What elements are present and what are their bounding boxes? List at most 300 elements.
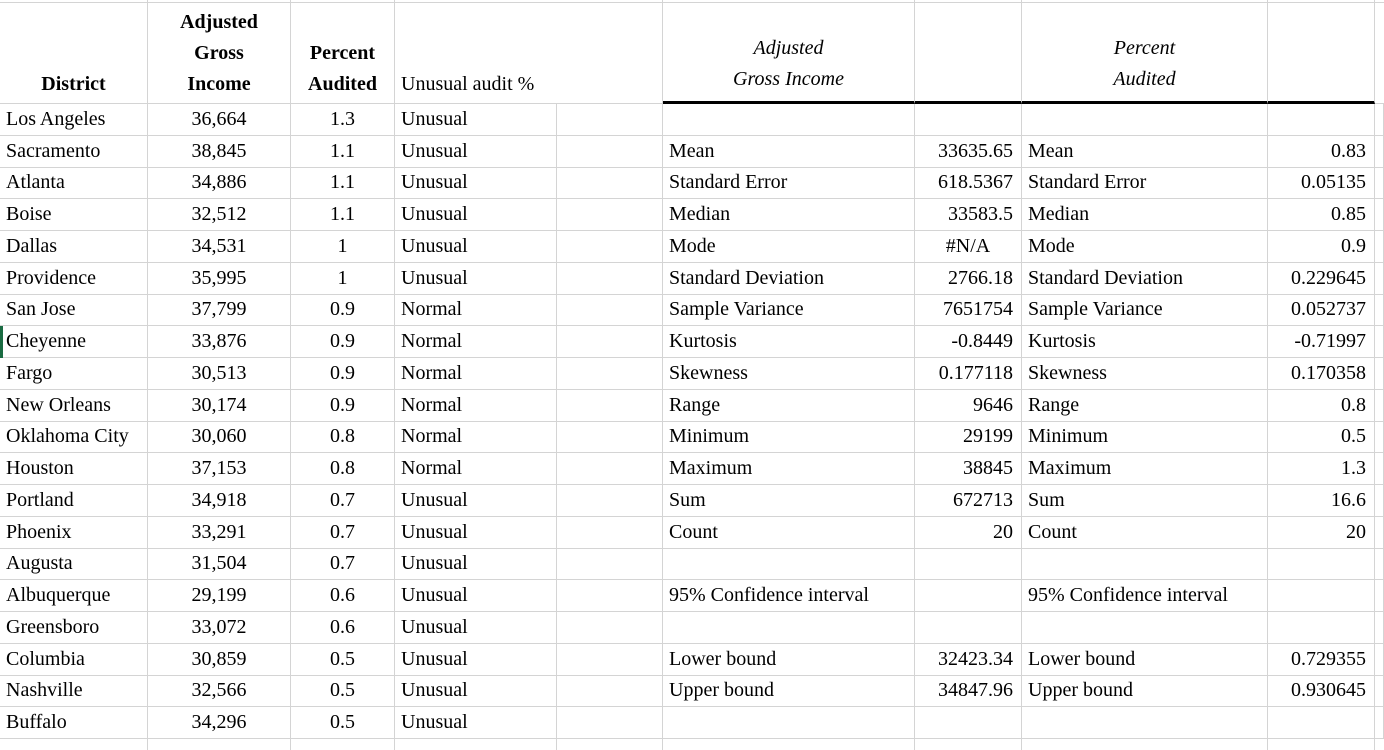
cell-percent-audited[interactable] [291, 580, 395, 612]
cell-percent-audited-text: 0.5 [330, 711, 355, 734]
cell-stat-label-agi-text: Lower bound [669, 647, 777, 670]
cell-blank[interactable] [557, 707, 663, 739]
cell-blank-header[interactable] [1268, 3, 1375, 104]
cell-audit-flag[interactable] [395, 326, 557, 358]
cell-agi[interactable] [148, 517, 291, 549]
cell-audit-flag[interactable] [395, 199, 557, 231]
cell-blank[interactable] [1375, 612, 1384, 644]
cell-stat-label-pct[interactable] [1022, 358, 1268, 390]
cell-stat-value-pct-text: 0.170358 [1291, 361, 1366, 384]
cell-percent-audited[interactable] [291, 295, 395, 327]
cell-blank[interactable] [557, 644, 663, 676]
cell-audit-flag-text: Normal [401, 330, 463, 353]
cell-stat-value-agi[interactable] [915, 326, 1022, 358]
cell-agi[interactable] [148, 104, 291, 136]
cell-agi-text: 37,153 [191, 457, 247, 480]
cell-percent-audited[interactable] [291, 612, 395, 644]
cell-stat-label-agi-text: Upper bound [669, 679, 774, 702]
cell-district[interactable] [0, 580, 148, 612]
header-line: Percent [1113, 37, 1176, 59]
cell-agi[interactable] [148, 422, 291, 454]
cell-stat-value-pct-text: 0.229645 [1291, 266, 1366, 289]
cell-district[interactable] [0, 517, 148, 549]
cell-stat-value-agi[interactable] [915, 263, 1022, 295]
cell-stat-label-agi-text: Mean [669, 139, 715, 162]
cell-stat-label-agi[interactable] [663, 104, 915, 136]
cell-percent-audited[interactable] [291, 263, 395, 295]
cell-percent-audited-text: 0.9 [330, 393, 355, 416]
cell-blank[interactable] [557, 422, 663, 454]
cell-stat-value-pct-text: 0.83 [1331, 139, 1366, 162]
cell-stat-label-agi[interactable] [663, 263, 915, 295]
col-header-district-label: District [41, 73, 106, 95]
cell-stat-label-pct-text: Standard Error [1028, 171, 1147, 194]
cell-agi[interactable] [148, 263, 291, 295]
cell-agi[interactable] [148, 707, 291, 739]
cell-audit-flag[interactable] [395, 168, 557, 200]
cell-stat-label-agi[interactable] [663, 390, 915, 422]
cell-stat-value-agi[interactable] [915, 580, 1022, 612]
cell-blank[interactable] [557, 390, 663, 422]
cell-percent-audited-text: 0.8 [330, 425, 355, 448]
cell-agi[interactable] [148, 485, 291, 517]
cell-blank[interactable] [557, 326, 663, 358]
cell-blank[interactable] [557, 358, 663, 390]
cell-audit-flag[interactable] [395, 358, 557, 390]
cell-audit-flag[interactable] [395, 295, 557, 327]
cell-district-text: Houston [6, 457, 74, 480]
cell-blank[interactable] [557, 676, 663, 708]
cell-agi-text: 33,876 [191, 330, 247, 353]
cell-partial-bottom[interactable] [1022, 739, 1268, 750]
cell-audit-flag[interactable] [395, 676, 557, 708]
col-header-percent-audited[interactable] [291, 3, 395, 104]
header-line: Audited [308, 73, 377, 95]
col-header-adjusted-gross-income[interactable] [148, 3, 291, 104]
cell-audit-flag-text: Unusual [401, 552, 468, 575]
cell-district[interactable] [0, 295, 148, 327]
cell-stat-label-pct[interactable] [1022, 676, 1268, 708]
cell-blank-header[interactable] [915, 3, 1022, 104]
cell-stat-value-pct[interactable] [1268, 644, 1375, 676]
cell-blank[interactable] [557, 295, 663, 327]
cell-agi[interactable] [148, 326, 291, 358]
cell-agi[interactable] [148, 136, 291, 168]
cell-agi[interactable] [148, 358, 291, 390]
cell-percent-audited[interactable] [291, 168, 395, 200]
cell-stat-value-pct[interactable] [1268, 676, 1375, 708]
cell-stat-value-pct[interactable] [1268, 104, 1375, 136]
cell-stat-value-agi[interactable] [915, 422, 1022, 454]
cell-agi[interactable] [148, 295, 291, 327]
cell-agi-text: 35,995 [191, 266, 247, 289]
cell-stat-label-agi-text: Skewness [669, 361, 748, 384]
cell-stat-label-pct[interactable] [1022, 263, 1268, 295]
cell-stat-value-pct[interactable] [1268, 549, 1375, 581]
header-line: Adjusted [180, 11, 258, 33]
cell-stat-label-agi-text: Kurtosis [669, 330, 737, 353]
cell-percent-audited[interactable] [291, 104, 395, 136]
cell-stat-value-pct-text: -0.71997 [1294, 330, 1366, 353]
cell-stat-label-agi[interactable] [663, 707, 915, 739]
cell-stat-label-pct-text: Mode [1028, 234, 1075, 257]
cell-agi[interactable] [148, 676, 291, 708]
cell-stat-label-pct[interactable] [1022, 644, 1268, 676]
cell-agi-text: 30,513 [191, 361, 247, 384]
cell-agi-text: 32,512 [191, 203, 247, 226]
col-header-unusual-audit-pct[interactable] [395, 3, 557, 104]
cell-partial-bottom[interactable] [915, 739, 1022, 750]
cell-stat-value-pct[interactable] [1268, 295, 1375, 327]
cell-stat-value-agi-text: 34847.96 [938, 679, 1013, 702]
cell-partial-bottom[interactable] [291, 739, 395, 750]
cell-district[interactable] [0, 485, 148, 517]
cell-blank[interactable] [557, 199, 663, 231]
cell-blank[interactable] [557, 168, 663, 200]
cell-stat-label-pct[interactable] [1022, 580, 1268, 612]
cell-district[interactable] [0, 136, 148, 168]
cell-audit-flag-text: Unusual [401, 679, 468, 702]
cell-partial-bottom[interactable] [1268, 739, 1375, 750]
cell-agi-text: 34,886 [191, 171, 247, 194]
cell-audit-flag-text: Unusual [401, 234, 468, 257]
cell-stat-label-agi[interactable] [663, 231, 915, 263]
cell-stat-value-agi[interactable] [915, 644, 1022, 676]
cell-audit-flag[interactable] [395, 136, 557, 168]
cell-blank[interactable] [1375, 263, 1384, 295]
cell-partial-bottom[interactable] [663, 739, 915, 750]
cell-percent-audited-text: 0.6 [330, 584, 355, 607]
cell-agi-text: 30,060 [191, 425, 247, 448]
cell-stat-label-pct[interactable] [1022, 517, 1268, 549]
cell-agi[interactable] [148, 612, 291, 644]
cell-percent-audited-text: 0.9 [330, 361, 355, 384]
cell-stat-value-agi[interactable] [915, 295, 1022, 327]
cell-blank[interactable] [557, 612, 663, 644]
cell-stat-value-pct[interactable] [1268, 612, 1375, 644]
cell-stat-value-pct[interactable] [1268, 707, 1375, 739]
cell-stat-label-agi[interactable] [663, 676, 915, 708]
cell-stat-label-pct[interactable] [1022, 199, 1268, 231]
cell-stat-value-pct[interactable] [1268, 390, 1375, 422]
cell-blank[interactable] [1375, 644, 1384, 676]
cell-audit-flag[interactable] [395, 707, 557, 739]
cell-stat-label-pct[interactable] [1022, 707, 1268, 739]
cell-stat-label-agi[interactable] [663, 136, 915, 168]
cell-stat-value-agi[interactable] [915, 136, 1022, 168]
cell-partial-bottom[interactable] [0, 739, 148, 750]
cell-agi-text: 37,799 [191, 298, 247, 321]
cell-stat-value-agi[interactable] [915, 199, 1022, 231]
cell-audit-flag-text: Normal [401, 361, 463, 384]
cell-percent-audited-text: 0.5 [330, 679, 355, 702]
cell-stat-label-agi[interactable] [663, 422, 915, 454]
cell-stat-value-pct-text: 0.930645 [1291, 679, 1366, 702]
cell-blank[interactable] [1375, 199, 1384, 231]
cell-blank[interactable] [1375, 295, 1384, 327]
cell-audit-flag[interactable] [395, 104, 557, 136]
cell-agi[interactable] [148, 231, 291, 263]
cell-blank[interactable] [1375, 453, 1384, 485]
cell-percent-audited[interactable] [291, 326, 395, 358]
cell-audit-flag[interactable] [395, 231, 557, 263]
cell-blank[interactable] [1375, 326, 1384, 358]
cell-blank[interactable] [557, 136, 663, 168]
cell-blank[interactable] [1375, 580, 1384, 612]
cell-audit-flag-text: Normal [401, 457, 463, 480]
cell-stat-value-agi-text: 0.177118 [938, 361, 1013, 384]
cell-stat-label-agi[interactable] [663, 612, 915, 644]
cell-agi[interactable] [148, 453, 291, 485]
cell-audit-flag[interactable] [395, 549, 557, 581]
cell-percent-audited-text: 0.7 [330, 552, 355, 575]
cell-stat-label-pct-text: Lower bound [1028, 647, 1136, 670]
cell-agi-text: 30,174 [191, 393, 247, 416]
cell-district-text: Oklahoma City [6, 425, 129, 448]
cell-agi-text: 34,531 [191, 234, 247, 257]
cell-blank[interactable] [1375, 231, 1384, 263]
cell-blank[interactable] [1375, 707, 1384, 739]
cell-stat-label-pct[interactable] [1022, 136, 1268, 168]
cell-stat-value-agi[interactable] [915, 612, 1022, 644]
cell-stat-label-agi-text: Maximum [669, 457, 753, 480]
cell-agi[interactable] [148, 549, 291, 581]
cell-stat-value-pct[interactable] [1268, 231, 1375, 263]
cell-stat-value-pct[interactable] [1268, 485, 1375, 517]
cell-agi-text: 34,296 [191, 711, 247, 734]
cell-percent-audited[interactable] [291, 549, 395, 581]
cell-percent-audited[interactable] [291, 390, 395, 422]
cell-district[interactable] [0, 612, 148, 644]
cell-stat-label-pct[interactable] [1022, 549, 1268, 581]
cell-district[interactable] [0, 549, 148, 581]
cell-agi[interactable] [148, 580, 291, 612]
cell-audit-flag-text: Unusual [401, 584, 468, 607]
cell-stat-value-agi[interactable] [915, 549, 1022, 581]
cell-stat-value-pct[interactable] [1268, 358, 1375, 390]
cell-stat-value-pct-text: 0.729355 [1291, 647, 1366, 670]
cell-stat-label-pct[interactable] [1022, 453, 1268, 485]
cell-blank[interactable] [1375, 485, 1384, 517]
cell-stat-label-agi[interactable] [663, 580, 915, 612]
cell-stat-value-agi[interactable] [915, 707, 1022, 739]
cell-percent-audited[interactable] [291, 517, 395, 549]
cell-stat-value-agi[interactable] [915, 168, 1022, 200]
stats-header-adjusted-gross-income[interactable] [663, 3, 915, 104]
cell-audit-flag[interactable] [395, 390, 557, 422]
cell-stat-value-pct[interactable] [1268, 136, 1375, 168]
cell-stat-value-pct[interactable] [1268, 326, 1375, 358]
cell-stat-label-agi[interactable] [663, 644, 915, 676]
cell-audit-flag-text: Unusual [401, 171, 468, 194]
cell-percent-audited[interactable] [291, 453, 395, 485]
cell-stat-value-agi-text: 672713 [953, 488, 1013, 511]
cell-stat-label-pct[interactable] [1022, 326, 1268, 358]
cell-stat-value-agi[interactable] [915, 358, 1022, 390]
cell-stat-value-pct[interactable] [1268, 422, 1375, 454]
cell-stat-label-agi[interactable] [663, 199, 915, 231]
cell-blank[interactable] [557, 580, 663, 612]
cell-stat-value-pct-text: 0.5 [1341, 425, 1366, 448]
cell-stat-value-pct-text: 0.9 [1341, 234, 1366, 257]
cell-percent-audited-text: 1 [337, 234, 348, 257]
cell-district[interactable] [0, 453, 148, 485]
cell-percent-audited-text: 0.5 [330, 647, 355, 670]
cell-percent-audited[interactable] [291, 358, 395, 390]
cell-district[interactable] [0, 168, 148, 200]
cell-stat-value-agi[interactable] [915, 485, 1022, 517]
cell-blank[interactable] [1375, 136, 1384, 168]
cell-audit-flag[interactable] [395, 453, 557, 485]
cell-district-text: Albuquerque [6, 584, 111, 607]
cell-blank[interactable] [557, 231, 663, 263]
cell-blank[interactable] [557, 549, 663, 581]
cell-district[interactable] [0, 390, 148, 422]
cell-percent-audited-text: 0.6 [330, 615, 355, 638]
cell-stat-label-pct-text: Range [1028, 393, 1080, 416]
cell-district-text: Portland [6, 488, 74, 511]
cell-stat-label-agi-text: 95% Confidence interval [669, 584, 869, 607]
cell-partial-bottom[interactable] [395, 739, 557, 750]
cell-agi-text: 36,664 [191, 107, 247, 130]
cell-stat-label-pct-text: Skewness [1028, 361, 1107, 384]
cell-blank[interactable] [1375, 168, 1384, 200]
cell-stat-value-agi-text: -0.8449 [951, 330, 1013, 353]
cell-blank[interactable] [1375, 549, 1384, 581]
cell-percent-audited[interactable] [291, 707, 395, 739]
cell-district[interactable] [0, 644, 148, 676]
cell-district[interactable] [0, 231, 148, 263]
cell-district[interactable] [0, 676, 148, 708]
cell-blank[interactable] [557, 263, 663, 295]
cell-agi[interactable] [148, 168, 291, 200]
cell-district-text: New Orleans [6, 393, 111, 416]
cell-percent-audited[interactable] [291, 644, 395, 676]
cell-agi-text: 29,199 [191, 584, 247, 607]
cell-stat-value-agi[interactable] [915, 676, 1022, 708]
cell-district[interactable] [0, 199, 148, 231]
cell-stat-label-pct[interactable] [1022, 612, 1268, 644]
cell-district-text: Dallas [6, 234, 58, 257]
cell-stat-label-agi-text: Standard Deviation [669, 266, 824, 289]
cell-audit-flag-text: Unusual [401, 139, 468, 162]
cell-audit-flag[interactable] [395, 644, 557, 676]
cell-percent-audited-text: 0.7 [330, 488, 355, 511]
cell-stat-value-agi[interactable] [915, 231, 1022, 263]
cell-stat-value-agi[interactable] [915, 453, 1022, 485]
cell-stat-value-pct[interactable] [1268, 580, 1375, 612]
cell-stat-label-pct-text: Upper bound [1028, 679, 1133, 702]
cell-stat-value-pct[interactable] [1268, 168, 1375, 200]
cell-district[interactable] [0, 358, 148, 390]
cell-stat-label-agi[interactable] [663, 485, 915, 517]
cell-agi-text: 32,566 [191, 679, 247, 702]
cell-district-text: Sacramento [6, 139, 101, 162]
cell-stat-value-pct[interactable] [1268, 453, 1375, 485]
cell-audit-flag[interactable] [395, 517, 557, 549]
cell-stat-label-pct[interactable] [1022, 295, 1268, 327]
cell-stat-label-agi[interactable] [663, 453, 915, 485]
cell-district[interactable] [0, 326, 148, 358]
cell-district-text: Augusta [6, 552, 73, 575]
cell-percent-audited[interactable] [291, 422, 395, 454]
cell-blank[interactable] [1375, 676, 1384, 708]
cell-audit-flag[interactable] [395, 422, 557, 454]
cell-stat-label-pct-text: 95% Confidence interval [1028, 584, 1228, 607]
cell-blank[interactable] [1375, 422, 1384, 454]
cell-agi[interactable] [148, 390, 291, 422]
cell-district[interactable] [0, 263, 148, 295]
cell-audit-flag[interactable] [395, 612, 557, 644]
cell-percent-audited[interactable] [291, 136, 395, 168]
header-line: Audited [1113, 68, 1176, 90]
cell-agi[interactable] [148, 199, 291, 231]
cell-blank[interactable] [1375, 517, 1384, 549]
cell-stat-label-agi[interactable] [663, 326, 915, 358]
cell-audit-flag[interactable] [395, 580, 557, 612]
cell-agi-text: 31,504 [191, 552, 247, 575]
cell-percent-audited[interactable] [291, 485, 395, 517]
cell-stat-value-pct[interactable] [1268, 517, 1375, 549]
cell-audit-flag[interactable] [395, 485, 557, 517]
cell-stat-label-pct[interactable] [1022, 485, 1268, 517]
cell-blank[interactable] [1375, 104, 1384, 136]
cell-stat-label-pct[interactable] [1022, 422, 1268, 454]
stats-header-percent-audited[interactable] [1022, 3, 1268, 104]
cell-stat-label-pct[interactable] [1022, 104, 1268, 136]
cell-partial-bottom[interactable] [148, 739, 291, 750]
cell-stat-label-pct-text: Count [1028, 520, 1077, 543]
cell-partial-bottom[interactable] [557, 739, 663, 750]
cell-stat-label-pct[interactable] [1022, 231, 1268, 263]
cell-percent-audited-text: 1.1 [330, 171, 355, 194]
cell-stat-label-pct[interactable] [1022, 168, 1268, 200]
cell-stat-value-pct[interactable] [1268, 199, 1375, 231]
cell-audit-flag-text: Normal [401, 425, 463, 448]
cell-stat-value-pct[interactable] [1268, 263, 1375, 295]
cell-blank-header[interactable] [1375, 3, 1384, 104]
cell-stat-label-pct[interactable] [1022, 390, 1268, 422]
cell-percent-audited[interactable] [291, 231, 395, 263]
cell-percent-audited[interactable] [291, 676, 395, 708]
cell-district[interactable] [0, 707, 148, 739]
cell-district-text: Columbia [6, 647, 85, 670]
cell-blank-header[interactable] [557, 3, 663, 104]
cell-blank[interactable] [557, 453, 663, 485]
cell-stat-label-agi[interactable] [663, 168, 915, 200]
cell-stat-value-agi[interactable] [915, 390, 1022, 422]
col-header-district[interactable] [0, 3, 148, 104]
cell-percent-audited[interactable] [291, 199, 395, 231]
cell-stat-value-agi[interactable] [915, 517, 1022, 549]
cell-district[interactable] [0, 422, 148, 454]
cell-district[interactable] [0, 104, 148, 136]
cell-blank[interactable] [557, 485, 663, 517]
cell-stat-value-agi-text: 7651754 [943, 298, 1013, 321]
cell-blank[interactable] [557, 517, 663, 549]
cell-stat-label-agi[interactable] [663, 517, 915, 549]
cell-stat-label-agi[interactable] [663, 549, 915, 581]
cell-stat-value-agi[interactable] [915, 104, 1022, 136]
cell-blank[interactable] [557, 104, 663, 136]
cell-agi[interactable] [148, 644, 291, 676]
cell-blank[interactable] [1375, 358, 1384, 390]
cell-audit-flag[interactable] [395, 263, 557, 295]
cell-stat-label-agi[interactable] [663, 358, 915, 390]
cell-partial-bottom[interactable] [1375, 739, 1384, 750]
cell-stat-label-agi[interactable] [663, 295, 915, 327]
cell-blank[interactable] [1375, 390, 1384, 422]
